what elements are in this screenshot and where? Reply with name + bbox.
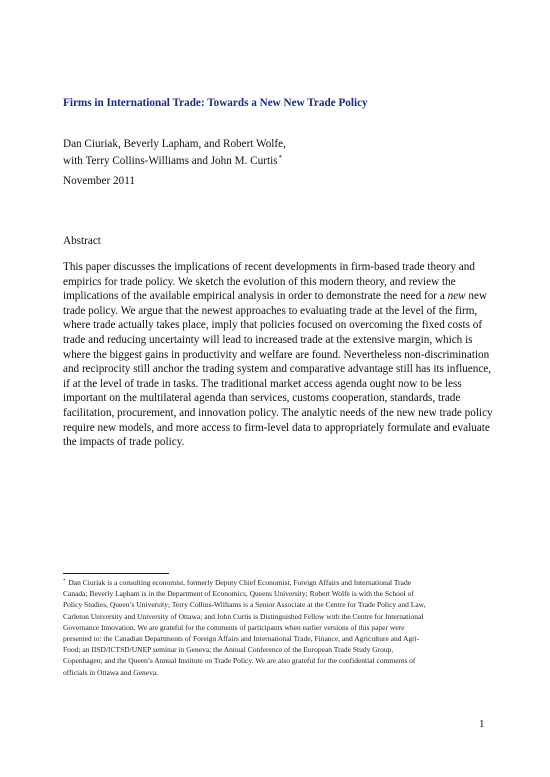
footnote-line: Policy Studies, Queen’s University; Terry Collins-Williams is a Senior Associate at the Centre for Trade Policy and Law,	[63, 600, 426, 610]
abstract-line-3-tail: new	[465, 290, 488, 303]
abstract-line: This paper discusses the implications of recent developments in firm-based trade theory and	[63, 261, 475, 273]
footnote-line: officials in Ottawa and Geneva.	[63, 667, 159, 677]
abstract-line: facilitation, procurement, and innovation policy. The analytic needs of the new new trade policy	[63, 406, 493, 419]
footnote-line: Governance Innovation. We are grateful for the comments of participants when earlier versions of this paper were	[63, 622, 405, 632]
footnote-line: Carleton University and University of Ottawa; and John Curtis is Distinguished Fellow with the Centre for International	[63, 611, 424, 621]
page-number: 1	[479, 718, 485, 730]
abstract-line: the impacts of trade policy.	[63, 436, 185, 449]
abstract-line: where trade actually takes place, imply that policies focused on overcoming the fixed costs of	[63, 319, 483, 332]
footnote-line: Canada; Beverly Lapham is in the Department of Economics, Queens University; Robert Wolfe is with the School of	[63, 589, 414, 599]
footnote-line: presented to: the Canadian Departments of Foreign Affairs and International Trade, Finance, and Agriculture and Agri-	[63, 634, 420, 644]
authors-line-2-text: with Terry Collins-Williams and John M. Curtis	[63, 155, 278, 167]
abstract-line: where the biggest gains in productivity and welfare are found. Nevertheless non-discrimination	[63, 348, 490, 361]
abstract-italic-new: new	[447, 290, 466, 303]
abstract-line-3-text: implications of the available empirical analysis in order to demonstrate the need for a	[63, 290, 448, 303]
abstract-line: trade and reducing uncertainty will lead to increased trade at the extensive margin, which is	[63, 333, 473, 346]
footnote-line	[63, 576, 493, 588]
footnote-separator	[63, 573, 169, 574]
author-footnote-marker[interactable]: *	[278, 154, 283, 162]
abstract-line: important on the multilateral agenda than services, customs cooperation, standards, trade	[63, 392, 461, 405]
abstract-body	[63, 260, 493, 450]
abstract-line: empirics for trade policy. We sketch the evolution of this modern theory, and review the	[63, 275, 456, 288]
abstract-line: trade policy. We argue that the newest approaches to evaluating trade at the level of the firm,	[63, 304, 478, 317]
abstract-heading: Abstract	[63, 235, 101, 247]
footnote-marker: *	[63, 579, 66, 584]
authors-line-2	[63, 151, 286, 168]
abstract-line: if at the level of trade in tasks. The traditional market access agenda ought now to be less	[63, 377, 462, 390]
footnote-line-1-text: Dan Ciuriak is a consulting economist, formerly Deputy Chief Economist, Foreign Affairs and International Trade	[66, 578, 412, 587]
footnote	[63, 576, 493, 678]
authors-line-1: Dan Ciuriak, Beverly Lapham, and Robert Wolfe,	[63, 138, 286, 150]
abstract-line: require new models, and more access to firm-level data to appropriately formulate and evaluate	[63, 421, 490, 434]
abstract-line: and reciprocity still anchor the trading system and comparative advantage still has its influence,	[63, 363, 492, 376]
abstract-line	[63, 289, 486, 304]
footnote-line: Copenhagen; and the Queen’s Annual Institute on Trade Policy. We are also grateful for the confidential comments of	[63, 656, 416, 666]
publication-date: November 2011	[63, 175, 135, 187]
footnote-line: Food; an IISD/ICTSD/UNEP seminar in Geneva; the Annual Conference of the European Trade Study Group,	[63, 645, 394, 655]
author-list	[63, 137, 286, 168]
paper-title: Firms in International Trade: Towards a New New Trade Policy	[63, 97, 368, 109]
